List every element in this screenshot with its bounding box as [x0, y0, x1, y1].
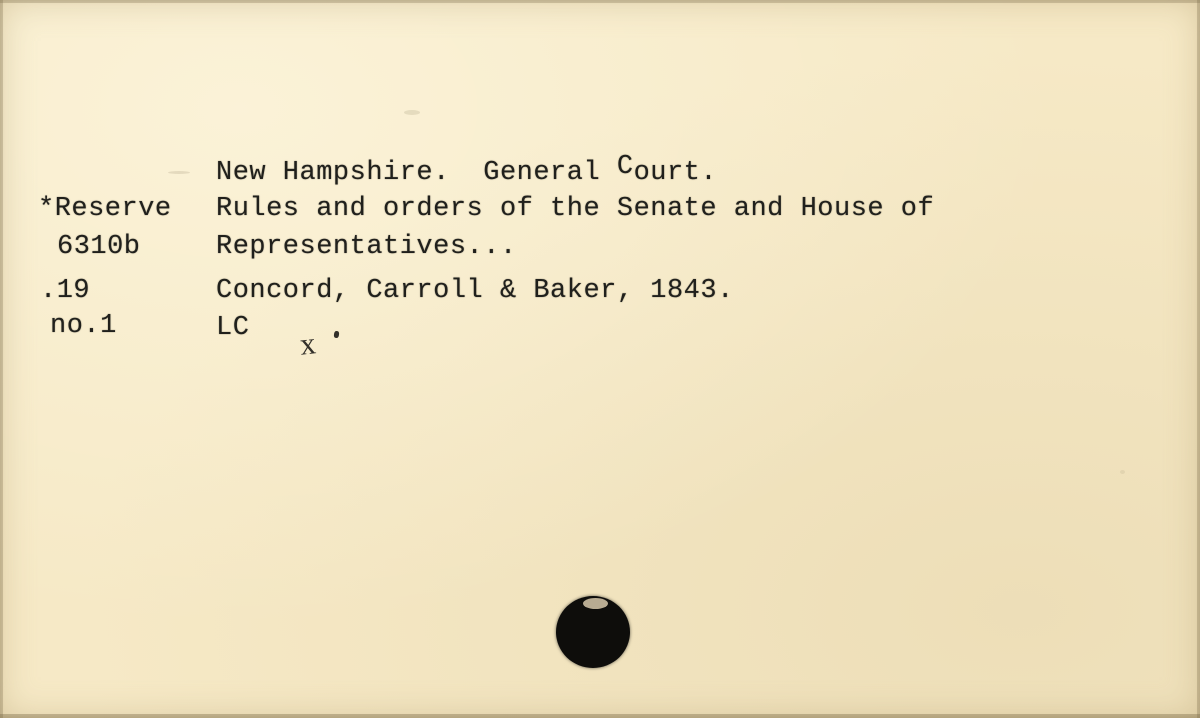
card-heading [216, 152, 718, 188]
card-edge-top [0, 0, 1200, 3]
call-number-line: .19 [40, 276, 91, 306]
call-number-line: no.1 [50, 311, 117, 341]
card-title-line: Representatives... [216, 232, 517, 262]
paper-speck [404, 110, 420, 115]
call-number-line: 6310b [57, 232, 141, 262]
heading-text-after: ourt. [633, 158, 718, 188]
card-imprint-line: Concord, Carroll & Baker, 1843. [216, 276, 734, 306]
paper-speck [1120, 470, 1125, 474]
punch-hole-highlight [583, 598, 608, 609]
paper-speck [168, 171, 190, 174]
handwritten-x-mark: x [298, 325, 318, 362]
heading-raised-letter: C [616, 152, 634, 182]
heading-text-before: New Hampshire. General [216, 158, 617, 188]
card-source-line: LC [216, 313, 250, 343]
card-edge-left [0, 0, 3, 718]
call-number-line: *Reserve [38, 194, 172, 224]
card-edge-bottom [0, 714, 1200, 718]
handwritten-dot-mark [334, 331, 340, 339]
card-title-line: Rules and orders of the Senate and House of [216, 194, 935, 224]
